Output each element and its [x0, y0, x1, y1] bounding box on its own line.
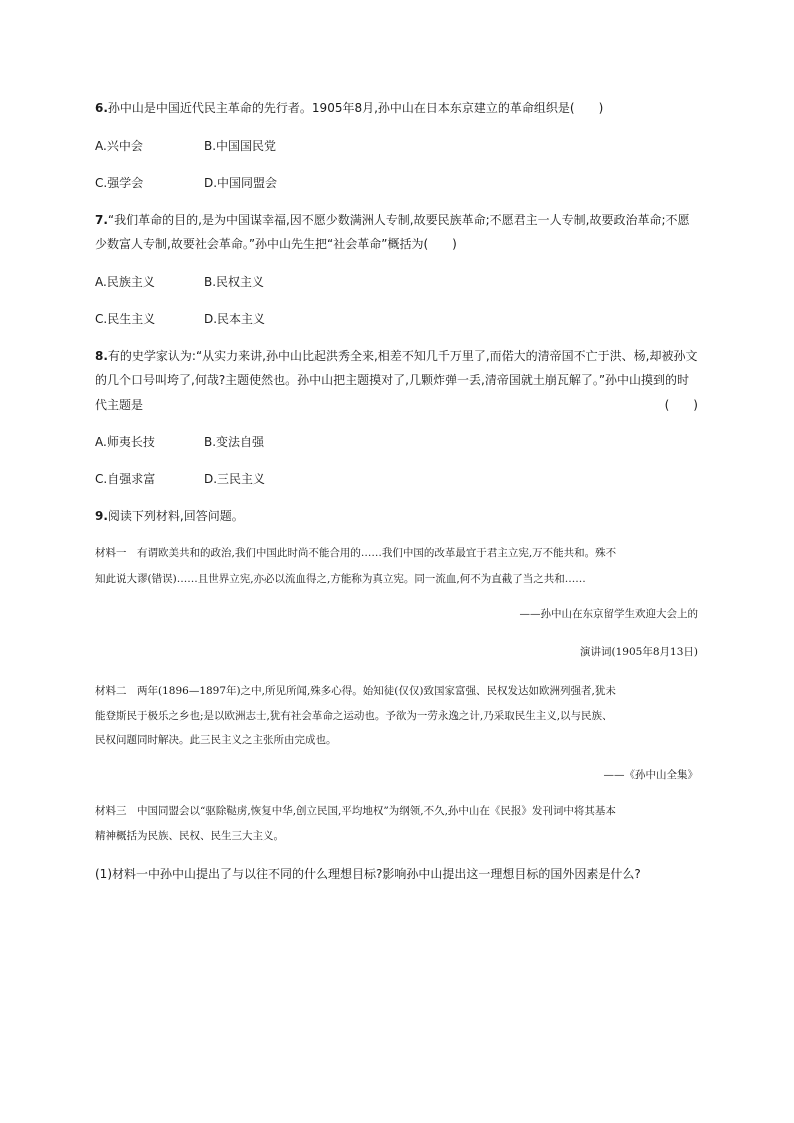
- question-9-number: 9.: [95, 509, 108, 523]
- material-2-source: ——《孙中山全集》: [603, 769, 698, 781]
- question-8-answer-blank: ( ): [664, 398, 698, 412]
- material-2-line-2: 能登斯民于极乐之乡也;是以欧洲志士,犹有社会革命之运动也。予欲为一劳永逸之计,乃采取民生主义,以与民族、: [95, 710, 613, 722]
- question-8-line-1: [95, 348, 697, 364]
- question-8-stem-line-3: 代主题是: [95, 398, 144, 412]
- material-1-source-line-2: 演讲词(1905年8月13日): [580, 646, 698, 658]
- question-6-number: 6.: [95, 101, 108, 115]
- question-7-stem-line-2: 少数富人专制,故要社会革命。”孙中山先生把“社会革命”概括为( ): [95, 237, 457, 251]
- question-6: [95, 100, 603, 116]
- question-7-option-b[interactable]: B.民权主义: [204, 275, 265, 289]
- question-9-subquestion-1: (1)材料一中孙中山提出了与以往不同的什么理想目标?影响孙中山提出这一理想目标的国外因素是什么?: [95, 867, 641, 881]
- question-8-option-b[interactable]: B.变法自强: [204, 435, 265, 449]
- answer-area[interactable]: [95, 900, 698, 1080]
- question-6-stem: 孙中山是中国近代民主革命的先行者。1905年8月,孙中山在日本东京建立的革命组织是( ): [107, 101, 604, 115]
- material-1-line-2: 知此说大谬(错误)……且世界立宪,亦必以流血得之,方能称为真立宪。同一流血,何不为直截了当之共和……: [95, 573, 586, 585]
- question-7-option-c[interactable]: C.民生主义: [95, 312, 156, 326]
- question-8-number: 8.: [95, 349, 108, 363]
- question-6-option-c[interactable]: C.强学会: [95, 176, 144, 190]
- question-6-option-b[interactable]: B.中国国民党: [204, 139, 277, 153]
- question-7-option-a[interactable]: A.民族主义: [95, 275, 155, 289]
- question-7-line-1: [95, 212, 690, 228]
- question-7-number: 7.: [95, 213, 108, 227]
- material-1-source-line-1: ——孙中山在东京留学生欢迎大会上的: [519, 608, 698, 620]
- question-9-instruction: 阅读下列材料,回答问题。: [107, 509, 244, 523]
- question-7-option-d[interactable]: D.民本主义: [204, 312, 266, 326]
- question-9-heading: [95, 508, 244, 524]
- material-3-line-1: 材料三 中国同盟会以“驱除鞑虏,恢复中华,创立民国,平均地权”为纲领,不久,孙中山在《民报》发刊词中将其基本: [95, 805, 616, 817]
- question-8-stem-line-2: 的几个口号叫垮了,何哉?主题使然也。孙中山把主题摸对了,几颗炸弹一丢,清帝国就土崩瓦解了。”孙中山摸到的时: [95, 373, 690, 387]
- material-1-line-1: 材料一 有谓欧美共和的政治,我们中国此时尚不能合用的……我们中国的改革最宜于君主立宪,万不能共和。殊不: [95, 547, 617, 559]
- question-8-option-d[interactable]: D.三民主义: [204, 472, 266, 486]
- question-8-stem-line-1: 有的史学家认为:“从实力来讲,孙中山比起洪秀全来,相差不知几千万里了,而偌大的清帝国不亡于洪、杨,却被孙文: [107, 349, 698, 363]
- question-8-option-a[interactable]: A.师夷长技: [95, 435, 155, 449]
- material-2-line-3: 民权问题同时解决。此三民主义之主张所由完成也。: [95, 734, 337, 746]
- question-6-option-d[interactable]: D.中国同盟会: [204, 176, 278, 190]
- question-6-option-a[interactable]: A.兴中会: [95, 139, 143, 153]
- material-2-line-1: 材料二 两年(1896—1897年)之中,所见所闻,殊多心得。始知徒(仅仅)致国家富强、民权发达如欧洲列强者,犹未: [95, 685, 616, 697]
- question-7-stem-line-1: “我们革命的目的,是为中国谋幸福,因不愿少数满洲人专制,故要民族革命;不愿君主一人专制,故要政治革命;不愿: [107, 213, 690, 227]
- question-8-option-c[interactable]: C.自强求富: [95, 472, 156, 486]
- material-3-line-2: 精神概括为民族、民权、民生三大主义。: [95, 830, 284, 842]
